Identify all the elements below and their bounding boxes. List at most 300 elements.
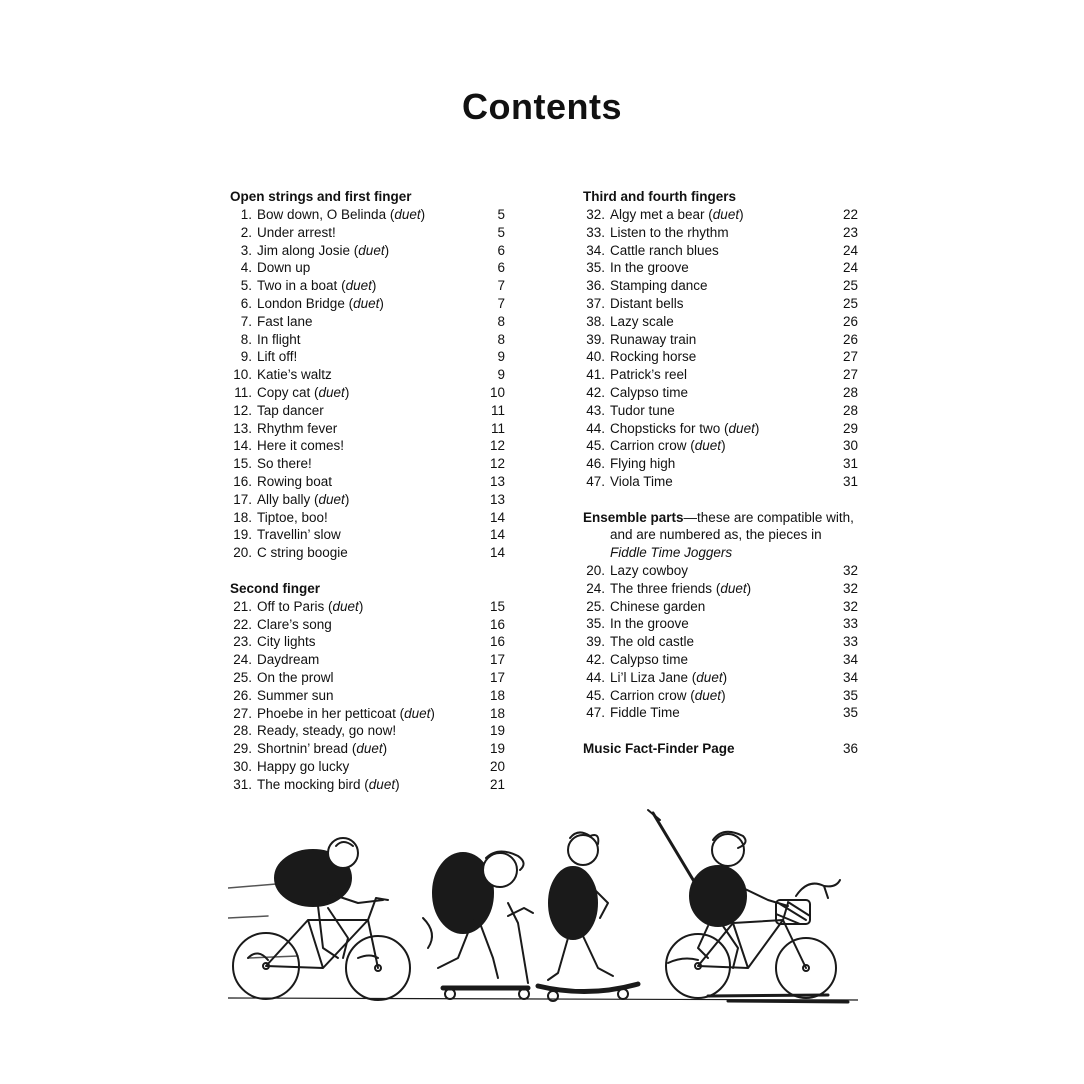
entry-page: 12	[489, 456, 505, 472]
book-title: Fiddle Time Joggers	[610, 545, 733, 561]
entry-page: 17	[489, 652, 505, 668]
page-title: Contents	[462, 86, 622, 127]
entry-title: Bow down, O Belinda (duet)	[257, 207, 426, 222]
fact-finder-page: 36	[842, 740, 858, 756]
entry-title	[257, 259, 310, 277]
entry-page: 24	[842, 260, 858, 276]
entry-title-text: So there!	[257, 456, 312, 472]
entry-number: 17.	[233, 491, 252, 507]
entry-page: 13	[489, 491, 505, 507]
entry-number: 34.	[586, 242, 605, 258]
contents-entry	[583, 704, 858, 722]
entry-page: 9	[497, 367, 505, 383]
entry-page: 18	[489, 687, 505, 703]
contents-entry	[583, 224, 858, 242]
entry-title-text: Travellin’ slow	[257, 527, 341, 543]
entry-title	[610, 348, 696, 366]
duet-label: duet	[394, 207, 421, 222]
contents-entry	[583, 242, 858, 260]
entry-page: 18	[489, 705, 505, 721]
entry-title-text: Flying high	[610, 456, 676, 472]
contents-entry	[583, 259, 858, 277]
contents-entry	[583, 402, 858, 420]
entry-title-text: Down up	[257, 260, 311, 276]
entry-title	[610, 651, 688, 669]
entry-page: 17	[489, 669, 505, 685]
entry-title: Li’l Liza Jane (duet)	[610, 669, 728, 685]
entry-title	[610, 598, 705, 616]
cyclist-1	[233, 838, 410, 1000]
entry-title: Carrion crow (duet)	[610, 687, 726, 703]
entry-title-text: Viola Time	[610, 473, 673, 489]
entry-title: Two in a boat (duet)	[257, 278, 377, 294]
contents-entry	[230, 687, 505, 705]
entry-title	[610, 473, 673, 491]
entry-title	[610, 633, 694, 651]
entry-title-text: Rocking horse	[610, 349, 697, 365]
entry-title-text: In flight	[257, 331, 301, 347]
entry-title	[257, 313, 313, 331]
entry-page: 14	[489, 545, 505, 561]
entry-number: 18.	[233, 509, 252, 525]
entry-title	[610, 259, 689, 277]
entry-page: 25	[842, 295, 858, 311]
entry-number: 13.	[233, 420, 252, 436]
entry-title	[610, 384, 688, 402]
contents-entry	[230, 455, 505, 473]
entry-title-text: Jim along Josie	[257, 242, 351, 258]
entry-number: 47.	[586, 473, 605, 489]
entry-title-text: Tap dancer	[257, 402, 324, 418]
entry-title	[257, 544, 348, 562]
fact-finder-title: Music Fact-Finder Page	[583, 740, 735, 756]
entry-page: 6	[497, 260, 505, 276]
contents-entry	[583, 420, 858, 438]
entry-page: 9	[497, 349, 505, 365]
entry-number: 1.	[240, 207, 252, 222]
entry-page: 26	[842, 331, 858, 347]
entry-page: 25	[842, 278, 858, 294]
entry-page: 7	[497, 278, 505, 294]
contents-entry	[583, 206, 858, 224]
duet-label: duet	[404, 705, 431, 721]
duet-label: duet	[694, 687, 722, 703]
entry-title	[257, 437, 344, 455]
entry-title-text: Lazy scale	[610, 313, 674, 329]
duet-label: duet	[332, 598, 359, 614]
entry-number: 33.	[586, 224, 605, 240]
entry-title	[610, 704, 680, 722]
entry-number: 42.	[586, 384, 605, 400]
contents-entry	[230, 509, 505, 527]
entry-title: Chopsticks for two (duet)	[610, 420, 760, 436]
entry-page: 33	[842, 616, 858, 632]
contents-entry	[230, 705, 505, 723]
entry-number: 31.	[233, 776, 252, 792]
entry-title	[257, 331, 301, 349]
entry-number: 11.	[234, 384, 252, 400]
entry-number: 46.	[586, 456, 605, 472]
entry-title-text: Off to Paris	[257, 598, 325, 614]
ensemble-note-line: and are numbered as, the pieces in	[610, 527, 822, 543]
section-heading: Second finger	[230, 580, 321, 596]
entry-page: 16	[489, 634, 505, 650]
entry-number: 28.	[233, 723, 252, 739]
cyclists-illustration	[228, 808, 858, 1018]
entry-number: 25.	[233, 669, 252, 685]
entry-number: 44.	[586, 669, 605, 685]
duet-label: duet	[368, 776, 396, 792]
entry-title	[257, 616, 332, 634]
entry-number: 32.	[586, 207, 605, 222]
duet-label: duet	[353, 295, 380, 311]
entry-title	[257, 473, 332, 491]
entry-title-text: Chopsticks for two	[610, 420, 721, 436]
entry-title	[610, 562, 688, 580]
entry-title: Jim along Josie (duet)	[257, 242, 390, 258]
fact-finder-entry	[583, 740, 858, 758]
entry-title	[610, 313, 674, 331]
contents-entry	[230, 366, 505, 384]
entry-title-text: Two in a boat	[257, 278, 338, 294]
entry-title: Copy cat (duet)	[257, 384, 350, 400]
contents-entry	[230, 295, 505, 313]
entry-title-text: Tudor tune	[610, 402, 675, 418]
entry-title-text: Rowing boat	[257, 473, 333, 489]
entry-page: 27	[842, 367, 858, 383]
entry-page: 29	[842, 420, 858, 436]
ensemble-book-title	[583, 544, 858, 562]
entry-title-text: Lift off!	[257, 349, 298, 365]
entry-title-text: The three friends	[610, 580, 713, 596]
contents-entry	[230, 633, 505, 651]
entry-title-text: Li’l Liza Jane	[610, 669, 689, 685]
contents-entry	[583, 455, 858, 473]
contents-entry	[583, 615, 858, 633]
entry-page: 11	[490, 402, 505, 418]
entry-number: 37.	[586, 295, 605, 311]
entry-page: 32	[842, 580, 858, 596]
entry-title-text: Carrion crow	[610, 687, 687, 703]
entry-page: 33	[842, 634, 858, 650]
entry-title-text: C string boogie	[257, 545, 348, 561]
entry-number: 45.	[586, 438, 605, 454]
entry-number: 5.	[240, 278, 252, 294]
entry-title: Algy met a bear (duet)	[610, 207, 744, 222]
contents-entry	[230, 473, 505, 491]
entry-number: 40.	[586, 349, 605, 365]
entry-number: 42.	[586, 651, 605, 667]
contents-entry	[583, 313, 858, 331]
entry-title-text: In the groove	[610, 616, 689, 632]
contents-entry	[230, 722, 505, 740]
duet-label: duet	[345, 278, 372, 294]
entry-page: 31	[842, 456, 858, 472]
entry-number: 20.	[586, 562, 605, 578]
entry-title-text: Calypso time	[610, 651, 689, 667]
entry-page: 32	[842, 598, 858, 614]
entry-number: 19.	[233, 527, 252, 543]
duet-label: duet	[318, 491, 345, 507]
entry-number: 22.	[233, 616, 252, 632]
entry-title-text: Fiddle Time	[610, 705, 680, 721]
entry-title: The mocking bird (duet)	[257, 776, 400, 792]
entry-number: 45.	[586, 687, 605, 703]
entry-title	[257, 669, 334, 687]
entry-title: Off to Paris (duet)	[257, 598, 364, 614]
entry-title-text: Daydream	[257, 652, 320, 668]
contents-entry	[230, 651, 505, 669]
contents-entry	[230, 526, 505, 544]
entry-title-text: Under arrest!	[257, 224, 336, 240]
contents-entry	[230, 259, 505, 277]
entry-title-text: Shortnin’ bread	[257, 741, 349, 757]
contents-entry	[230, 437, 505, 455]
entry-number: 39.	[586, 331, 605, 347]
entry-title	[257, 509, 328, 527]
contents-entry	[230, 758, 505, 776]
contents-entry	[230, 402, 505, 420]
entry-number: 15.	[233, 456, 252, 472]
entry-title: Phoebe in her petticoat (duet)	[257, 705, 435, 721]
duet-label: duet	[728, 420, 755, 436]
entry-title	[610, 277, 708, 295]
entry-title: London Bridge (duet)	[257, 295, 384, 311]
entry-title-text: Bow down, O Belinda	[257, 207, 387, 222]
entry-page: 28	[842, 402, 858, 418]
section-list	[230, 598, 505, 794]
ensemble-heading	[583, 509, 858, 527]
entry-title-text: Here it comes!	[257, 438, 345, 454]
entry-number: 10.	[233, 367, 252, 383]
contents-entry	[230, 420, 505, 438]
entry-title	[257, 526, 341, 544]
contents-entry	[583, 473, 858, 491]
entry-title: Carrion crow (duet)	[610, 438, 726, 454]
contents-entry	[583, 295, 858, 313]
entry-title: Ally bally (duet)	[257, 491, 350, 507]
entry-title	[257, 366, 332, 384]
entry-number: 24.	[586, 580, 605, 596]
entry-number: 41.	[586, 367, 605, 383]
duet-label: duet	[720, 580, 747, 596]
entry-title	[610, 402, 675, 420]
skateboard-rider	[538, 832, 638, 1001]
entry-title	[257, 348, 297, 366]
entry-number: 20.	[233, 545, 252, 561]
contents-entry	[230, 616, 505, 634]
entry-page: 23	[842, 224, 858, 240]
entry-title-text: On the prowl	[257, 669, 334, 685]
entry-page: 19	[489, 741, 505, 757]
entry-page: 14	[489, 527, 505, 543]
entry-number: 9.	[240, 349, 252, 365]
entry-page: 34	[842, 669, 858, 685]
contents-entry	[583, 598, 858, 616]
entry-title	[257, 455, 312, 473]
entry-number: 23.	[233, 634, 252, 650]
contents-entry	[230, 313, 505, 331]
duet-label: duet	[694, 438, 722, 454]
entry-page: 16	[489, 616, 505, 632]
entry-number: 16.	[233, 473, 252, 489]
entry-title-text: Algy met a bear	[610, 207, 705, 222]
scooter-rider	[423, 851, 533, 999]
entry-title	[610, 295, 684, 313]
entry-number: 36.	[586, 278, 605, 294]
entry-number: 29.	[233, 741, 252, 757]
entry-page: 34	[842, 651, 858, 667]
contents-entry	[230, 491, 505, 509]
entry-number: 43.	[586, 402, 605, 418]
entry-page: 28	[842, 384, 858, 400]
entry-number: 8.	[240, 331, 252, 347]
entry-page: 27	[842, 349, 858, 365]
entry-page: 22	[842, 207, 858, 222]
entry-page: 6	[497, 242, 505, 258]
entry-number: 7.	[240, 313, 252, 329]
entry-title: Shortnin’ bread (duet)	[257, 741, 388, 757]
duet-label: duet	[358, 242, 385, 258]
entry-number: 4.	[240, 260, 252, 276]
entry-page: 35	[842, 705, 858, 721]
duet-label: duet	[318, 384, 345, 400]
entry-title-text: Listen to the rhythm	[610, 224, 729, 240]
section-heading: Open strings and first finger	[230, 189, 412, 204]
entry-title	[257, 758, 349, 776]
entry-page: 30	[842, 438, 858, 454]
entry-title	[610, 224, 729, 242]
entry-number: 35.	[586, 616, 605, 632]
contents-entry	[583, 348, 858, 366]
section-heading: Third and fourth fingers	[583, 189, 736, 204]
entry-title	[257, 651, 319, 669]
entry-title-text: London Bridge	[257, 295, 345, 311]
entry-page: 13	[489, 473, 505, 489]
entry-number: 12.	[233, 402, 252, 418]
entry-page: 31	[842, 473, 858, 489]
entry-page: 24	[842, 242, 858, 258]
duet-label: duet	[696, 669, 723, 685]
contents-entry	[230, 206, 505, 224]
entry-title	[610, 455, 675, 473]
entry-title-text: Summer sun	[257, 687, 334, 703]
entry-title-text: Clare’s song	[257, 616, 332, 632]
entry-page: 14	[489, 509, 505, 525]
entry-title	[257, 722, 396, 740]
entry-title-text: City lights	[257, 634, 316, 650]
entry-number: 35.	[586, 260, 605, 276]
entry-page: 15	[489, 598, 505, 614]
contents-entry	[583, 669, 858, 687]
entry-number: 38.	[586, 313, 605, 329]
entry-page: 8	[497, 331, 505, 347]
entry-title	[257, 420, 337, 438]
entry-number: 30.	[233, 758, 252, 774]
ensemble-heading-rest: —these are compatible with,	[683, 509, 854, 525]
entry-page: 5	[497, 224, 505, 240]
entry-title-text: Runaway train	[610, 331, 697, 347]
entry-number: 25.	[586, 598, 605, 614]
entry-title-text: Ready, steady, go now!	[257, 723, 397, 739]
entry-number: 26.	[233, 687, 252, 703]
entry-title	[257, 633, 316, 651]
contents-entry	[230, 242, 505, 260]
entry-page: 12	[489, 438, 505, 454]
contents-entry	[583, 633, 858, 651]
entry-title-text: Calypso time	[610, 384, 689, 400]
entry-number: 3.	[240, 242, 252, 258]
entry-title-text: Patrick’s reel	[610, 367, 688, 383]
entry-title	[610, 242, 719, 260]
entry-title-text: Stamping dance	[610, 278, 708, 294]
entry-page: 10	[489, 384, 505, 400]
contents-entry	[230, 331, 505, 349]
entry-title-text: Cattle ranch blues	[610, 242, 719, 258]
entry-page: 26	[842, 313, 858, 329]
entry-number: 6.	[240, 295, 252, 311]
entry-title-text: Happy go lucky	[257, 758, 350, 774]
entry-title-text: Fast lane	[257, 313, 313, 329]
ensemble-heading-bold: Ensemble parts	[583, 509, 684, 525]
contents-entry	[583, 277, 858, 295]
entry-title-text: Rhythm fever	[257, 420, 338, 436]
entry-number: 24.	[233, 652, 252, 668]
duet-label: duet	[712, 207, 740, 222]
entry-title: The three friends (duet)	[610, 580, 752, 596]
entry-title-text: Copy cat	[257, 384, 311, 400]
contents-entry	[230, 669, 505, 687]
entry-title-text: Katie’s waltz	[257, 367, 332, 383]
contents-entry	[230, 277, 505, 295]
contents-entry	[583, 331, 858, 349]
section-list	[583, 206, 858, 491]
ensemble-list	[583, 562, 858, 722]
entry-number: 21.	[233, 598, 252, 614]
entry-title-text: The mocking bird	[257, 776, 361, 792]
contents-entry	[230, 598, 505, 616]
entry-number: 47.	[586, 705, 605, 721]
entry-page: 7	[497, 295, 505, 311]
contents-entry	[230, 224, 505, 242]
contents-right-column	[583, 188, 858, 758]
entry-title	[610, 331, 696, 349]
entry-number: 2.	[240, 224, 252, 240]
entry-title-text: Lazy cowboy	[610, 562, 689, 578]
entry-title	[257, 687, 334, 705]
contents-entry	[583, 562, 858, 580]
entry-title-text: Ally bally	[257, 491, 311, 507]
contents-entry	[230, 384, 505, 402]
entry-title	[610, 366, 687, 384]
entry-page: 20	[489, 758, 505, 774]
contents-entry	[583, 366, 858, 384]
entry-title-text: Tiptoe, boo!	[257, 509, 328, 525]
entry-page: 19	[489, 723, 505, 739]
entry-title-text: Chinese garden	[610, 598, 706, 614]
entry-title-text: The old castle	[610, 634, 695, 650]
entry-number: 39.	[586, 634, 605, 650]
entry-number: 14.	[233, 438, 252, 454]
contents-left-column	[230, 188, 505, 794]
contents-entry	[230, 348, 505, 366]
entry-title-text: Phoebe in her petticoat	[257, 705, 396, 721]
entry-page: 11	[490, 420, 505, 436]
entry-page: 5	[497, 207, 505, 222]
contents-entry	[583, 651, 858, 669]
entry-title-text: Distant bells	[610, 295, 684, 311]
duet-label: duet	[356, 741, 383, 757]
